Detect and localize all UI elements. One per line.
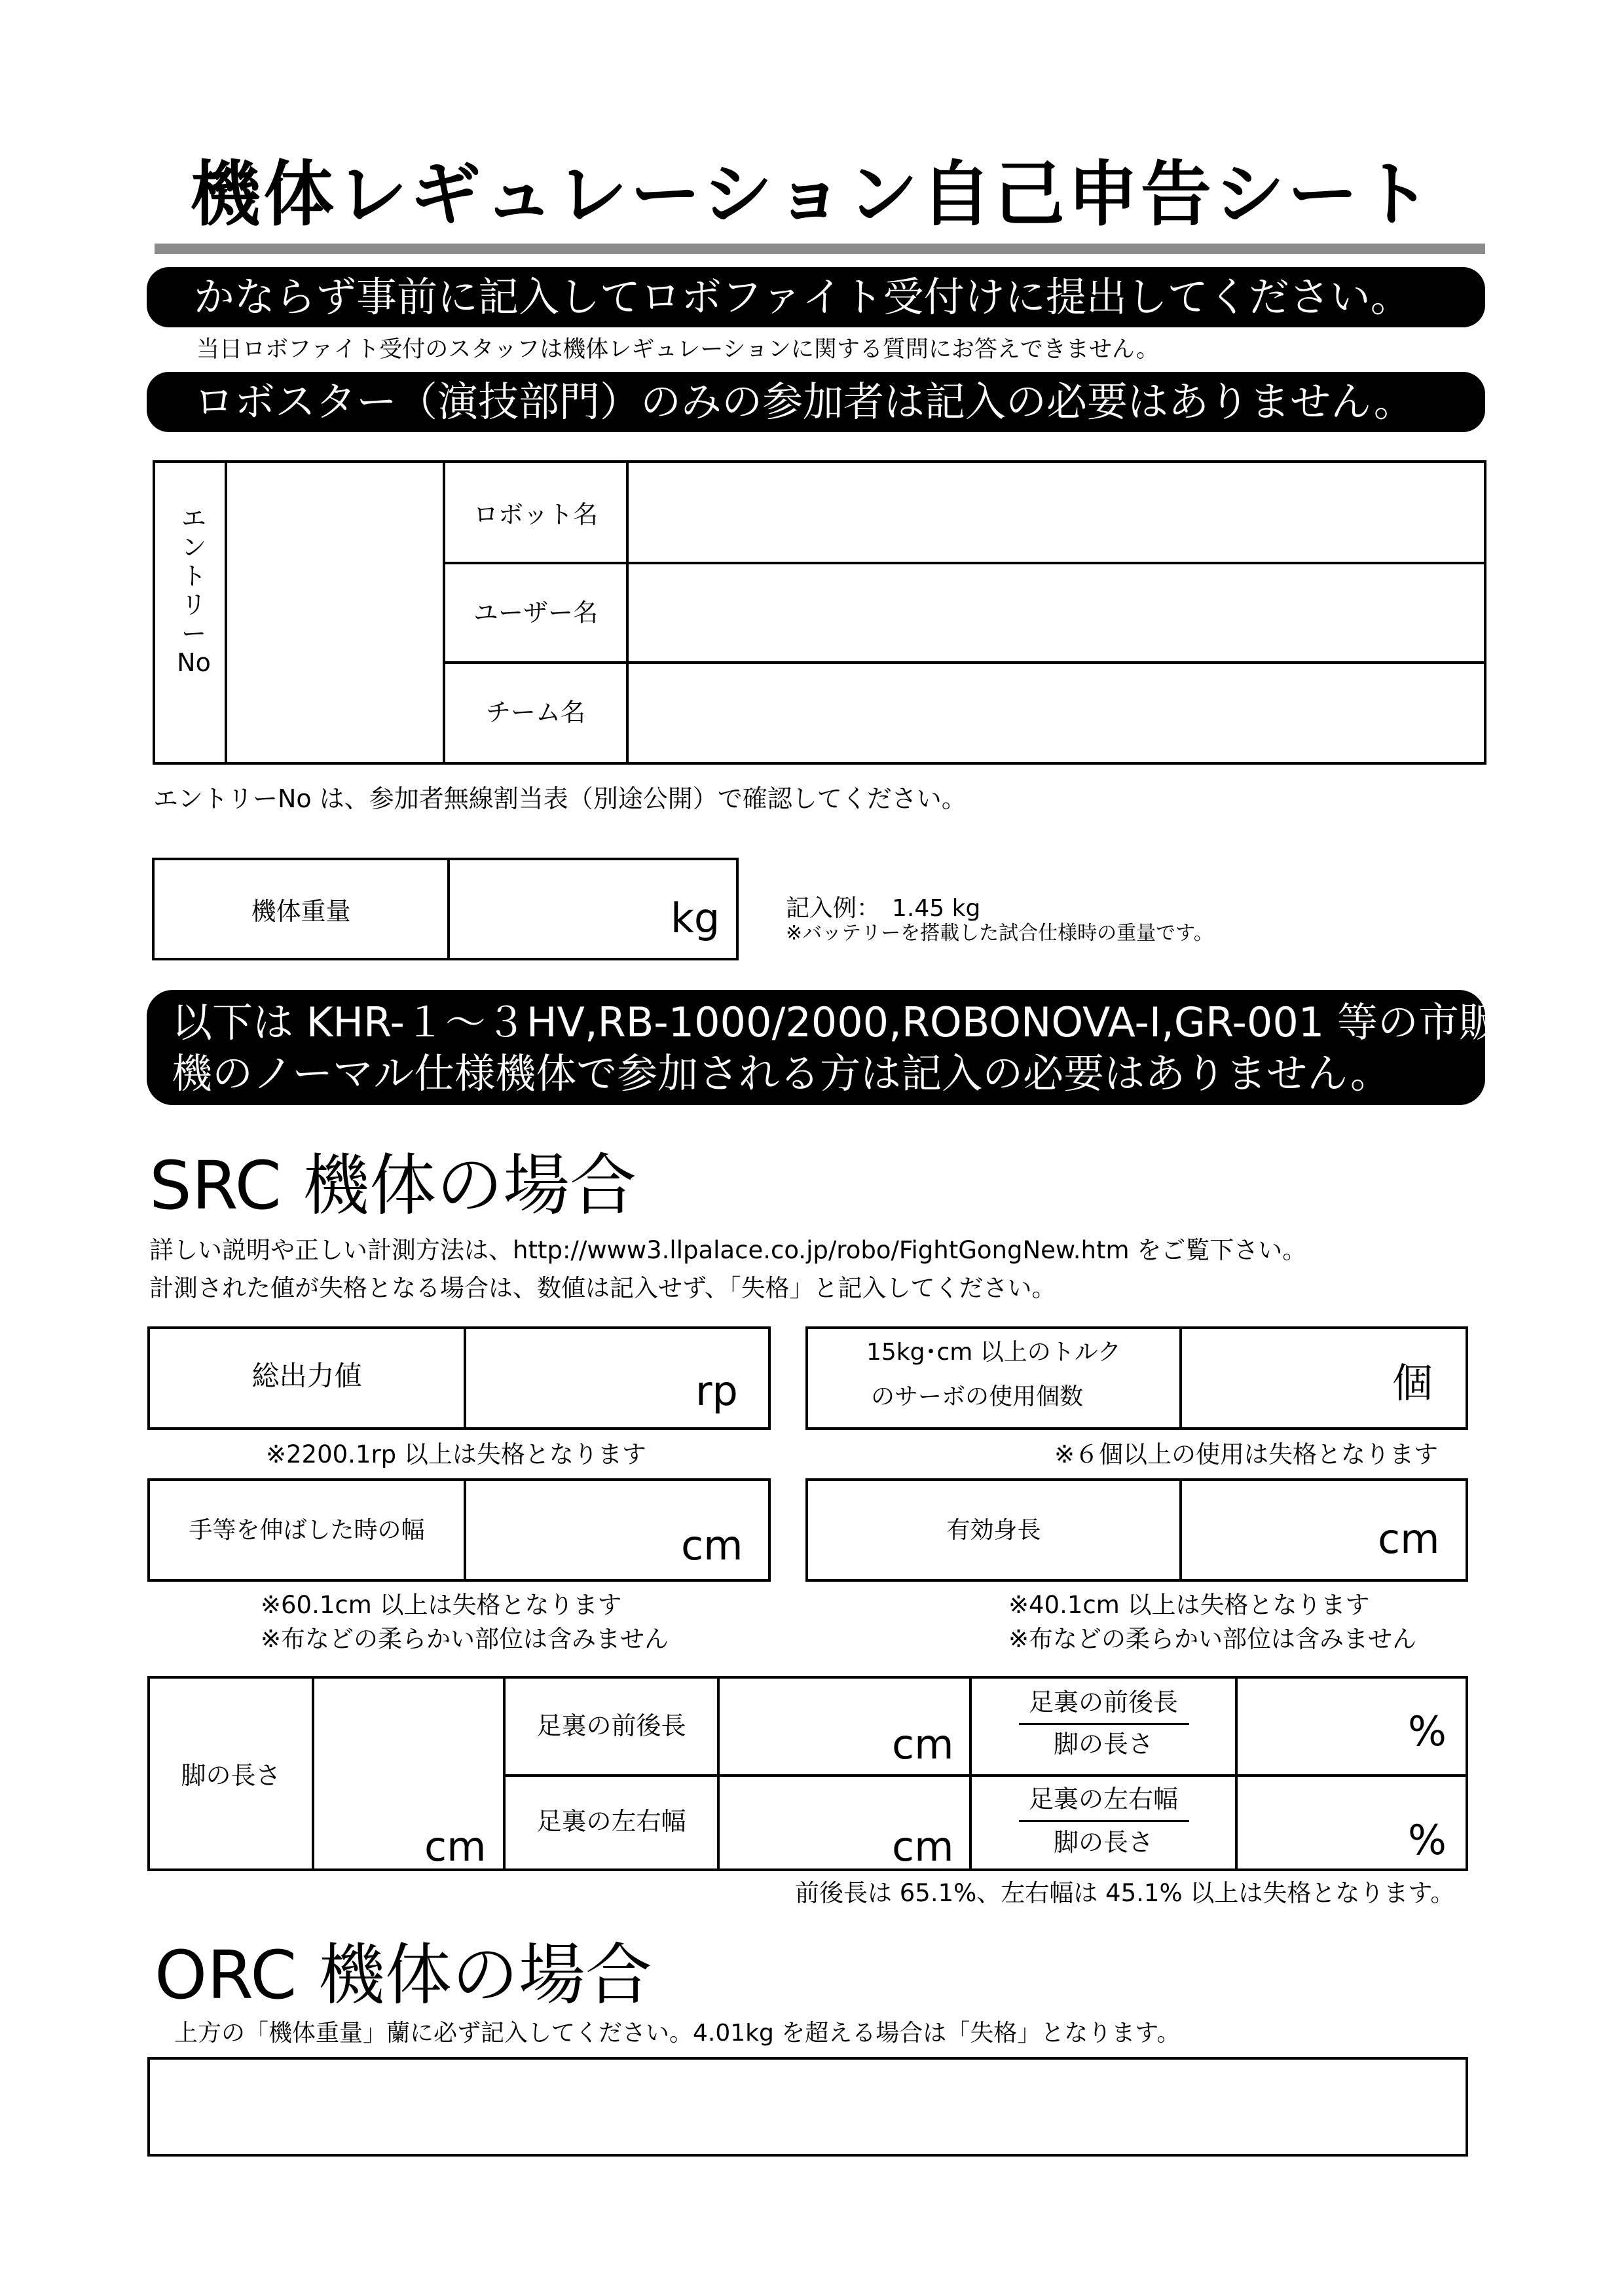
notice-subtext: 当日ロボファイト受付のスタッフは機体レギュレーションに関する質問にお答えできません。 bbox=[196, 337, 1160, 363]
arm-width-note-2: ※布などの柔らかい部位は含みません bbox=[261, 1625, 669, 1653]
orc-field[interactable] bbox=[147, 2057, 1468, 2157]
title-underline bbox=[155, 244, 1485, 254]
ratio-2-numerator: 足裏の左右幅 bbox=[1028, 1785, 1178, 1813]
notice-banner-submit bbox=[147, 267, 1485, 327]
ratio-1-numerator: 足裏の前後長 bbox=[1028, 1688, 1178, 1717]
commercial-notice-line-2: 機のノーマル仕様機体で参加される方は記入の必要はありません。 bbox=[172, 1049, 1391, 1097]
servo-count-note: ※６個以上の使用は失格となります bbox=[1054, 1440, 1439, 1468]
ratio-1-fraction-bar bbox=[1019, 1723, 1189, 1725]
page-title: 機体レギュレーション自己申告シート bbox=[190, 154, 1434, 236]
orc-description: 上方の「機体重量」蘭に必ず記入してください。4.01kg を超える場合は「失格」となります。 bbox=[174, 2020, 1181, 2047]
orc-heading: ORC 機体の場合 bbox=[155, 1937, 652, 2014]
commercial-notice-banner bbox=[147, 990, 1500, 1105]
ratio-2-percent: % bbox=[1408, 1816, 1447, 1864]
weight-example: 記入例： 1.45 kg bbox=[786, 895, 981, 922]
leg-length-unit: cm bbox=[424, 1823, 487, 1870]
arm-width-note-1: ※60.1cm 以上は失格となります bbox=[261, 1591, 622, 1619]
sole-length-label: 足裏の前後長 bbox=[536, 1711, 686, 1740]
servo-count-unit: 個 bbox=[1392, 1359, 1433, 1407]
sole-width-label: 足裏の左右幅 bbox=[536, 1807, 686, 1836]
weight-example-note: ※バッテリーを搭載した試合仕様時の重量です。 bbox=[786, 922, 1213, 945]
entry-no-label: エントリーNo bbox=[177, 504, 211, 677]
total-output-label: 総出力値 bbox=[251, 1360, 362, 1392]
notice-banner-submit-text: かならず事前に記入してロボファイト受付けに提出してください。 bbox=[194, 273, 1411, 321]
leg-divider-2 bbox=[503, 1676, 506, 1871]
src-heading: SRC 機体の場合 bbox=[149, 1147, 637, 1225]
servo-count-label-1: 15kg･cm 以上のトルク bbox=[866, 1339, 1122, 1366]
team-name-field[interactable] bbox=[629, 664, 1484, 762]
leg-length-label: 脚の長さ bbox=[181, 1761, 281, 1790]
robot-name-field[interactable] bbox=[629, 463, 1484, 562]
sole-width-unit: cm bbox=[892, 1823, 954, 1870]
total-output-note: ※2200.1rp 以上は失格となります bbox=[266, 1440, 646, 1468]
notice-banner-robostar bbox=[147, 372, 1485, 432]
src-description-1: 詳しい説明や正しい計測方法は、http://www3.llpalace.co.jp/robo/FightGongNew.htm をご覧下さい。 bbox=[149, 1236, 1307, 1264]
effective-height-label: 有効身長 bbox=[946, 1517, 1041, 1544]
ratio-2-fraction-bar bbox=[1019, 1820, 1189, 1822]
robot-name-label: ロボット名 bbox=[473, 500, 598, 529]
team-name-label: チーム名 bbox=[485, 698, 585, 727]
ratio-2-denominator: 脚の長さ bbox=[1053, 1828, 1153, 1857]
commercial-notice-line-1: 以下は KHR-１～３HV,RB-1000/2000,ROBONOVA-I,GR-001 等の市販 bbox=[172, 998, 1500, 1046]
ratio-1-percent: % bbox=[1408, 1707, 1447, 1755]
user-name-label: ユーザー名 bbox=[473, 598, 598, 627]
ratio-1-denominator: 脚の長さ bbox=[1053, 1730, 1153, 1758]
leg-note: 前後長は 65.1%、左右幅は 45.1% 以上は失格となります。 bbox=[795, 1879, 1455, 1907]
weight-label: 機体重量 bbox=[251, 897, 351, 926]
entry-note: エントリーNo は、参加者無線割当表（別途公開）で確認してください。 bbox=[153, 784, 967, 813]
servo-count-label-2: のサーボの使用個数 bbox=[871, 1383, 1084, 1410]
entry-no-field[interactable] bbox=[227, 463, 443, 762]
effective-height-unit: cm bbox=[1378, 1515, 1440, 1563]
weight-unit: kg bbox=[671, 894, 720, 942]
sole-length-unit: cm bbox=[892, 1721, 954, 1768]
arm-width-label: 手等を伸ばした時の幅 bbox=[189, 1517, 425, 1544]
arm-width-unit: cm bbox=[681, 1522, 743, 1569]
notice-banner-robostar-text: ロボスター（演技部門）のみの参加者は記入の必要はありません。 bbox=[194, 378, 1414, 426]
src-description-2: 計測された値が失格となる場合は、数値は記入せず、「失格」と記入してください。 bbox=[149, 1274, 1056, 1302]
effective-height-note-1: ※40.1cm 以上は失格となります bbox=[1008, 1591, 1370, 1619]
effective-height-note-2: ※布などの柔らかい部位は含みません bbox=[1008, 1625, 1417, 1653]
user-name-field[interactable] bbox=[629, 564, 1484, 661]
total-output-unit: rp bbox=[695, 1367, 738, 1415]
